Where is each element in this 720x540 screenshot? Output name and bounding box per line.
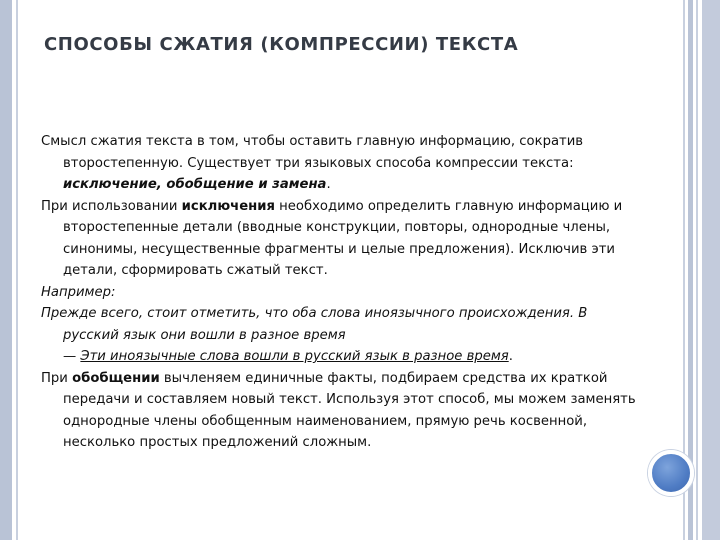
right-border-line-outer (696, 0, 698, 540)
slide-body (41, 131, 641, 454)
example-text: Прежде всего, стоит отметить, что оба слова иноязычного происхождения. В русский язык они вошли в разное время (41, 306, 588, 343)
left-border-line (16, 0, 18, 540)
methods-emphasis: исключение, обобщение и замена (63, 177, 327, 192)
example-dash: — (63, 349, 81, 364)
right-border-edge (702, 0, 720, 540)
left-border-bar (0, 0, 12, 540)
generalization-term: обобщении (72, 370, 160, 386)
intro-text: Смысл сжатия текста в том, чтобы оставить главную информацию, сократив второстепенную. Существует три языковых способа компрессии текста: (41, 134, 584, 171)
intro-end: . (326, 177, 331, 192)
generalization-text: вычленяем единичные факты, подбираем средства их краткой передачи и составляем новый текст. Используя этот способ, мы можем заменять однородные члены обобщенным наименованием, прямую речь косвенной, несколько простых предложений сложным. (63, 370, 636, 450)
paragraph-exclusion (41, 196, 641, 282)
paragraph-example (41, 303, 641, 368)
paragraph-example-label: Например: (41, 284, 116, 300)
slide-title: СПОСОБЫ СЖАТИЯ (КОМПРЕССИИ) ТЕКСТА (44, 34, 519, 55)
paragraph-intro (41, 131, 641, 196)
generalization-pre: При (41, 370, 73, 386)
exclusion-pre: При использовании (41, 198, 182, 214)
example-result: Эти иноязычные слова вошли в русский язык в разное время (80, 349, 509, 364)
decorative-circle (648, 450, 694, 496)
exclusion-term: исключения (181, 198, 275, 214)
example-end: . (508, 349, 513, 364)
exclusion-text: необходимо определить главную информацию и второстепенные детали (вводные конструкции, повторы, однородные члены, синонимы, несущественные фрагменты и целые предложения). Исключив эти детали, сформировать сжатый текст. (63, 198, 623, 278)
paragraph-generalization (41, 368, 641, 454)
